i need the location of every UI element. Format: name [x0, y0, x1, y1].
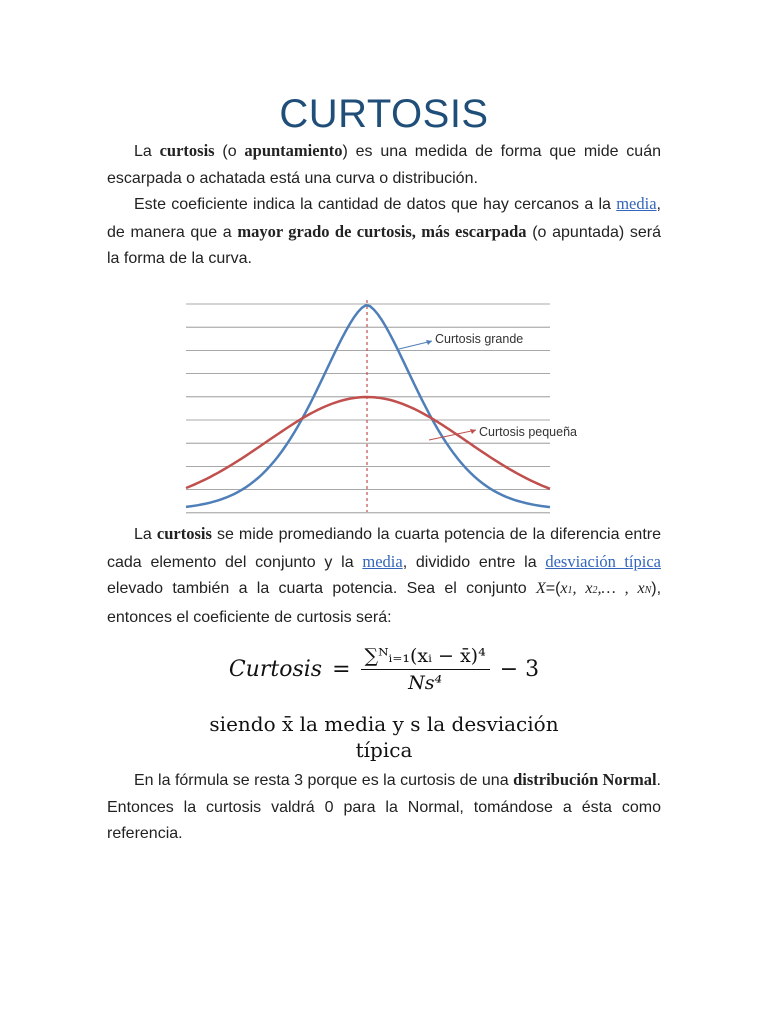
paragraph-reference	[107, 767, 661, 848]
paragraph-definition	[107, 138, 661, 192]
text: Este coeficiente indica la cantidad de datos que hay cercanos a la	[134, 196, 617, 213]
text: , dividido entre la	[402, 553, 546, 571]
link-media[interactable]: media	[616, 194, 657, 213]
text: , de manera que a	[107, 196, 661, 241]
text: , entonces el coeficiente de curtosis será:	[107, 580, 662, 626]
subscript: N	[644, 585, 652, 596]
term-apuntamiento: apuntamiento	[244, 141, 343, 160]
text: =(	[545, 580, 561, 597]
subscript: 1	[567, 585, 573, 596]
set-symbol: X	[535, 580, 546, 597]
link-desviacion-tipica[interactable]: desviación típica	[545, 551, 661, 571]
text: ) es una medida de forma que mide cuán escarpada o achatada está una curva o distribución.	[107, 143, 661, 187]
text: )	[651, 580, 657, 597]
text: La	[134, 526, 157, 543]
kurtosis-formula	[0, 645, 768, 694]
formula-fraction	[361, 645, 490, 694]
var: x	[560, 580, 568, 597]
text: . Entonces la curtosis valdrá 0 para la Normal, tomándose a ésta como referencia.	[107, 772, 661, 842]
formula-minus-three: − 3	[499, 657, 540, 682]
text: ,… ,	[597, 580, 638, 597]
bold-phrase: mayor grado de curtosis, más escarpada	[237, 221, 527, 241]
paragraph-coefficient	[107, 191, 661, 273]
text: La	[134, 143, 160, 160]
var: x	[585, 580, 593, 597]
kurtosis-comparison-figure	[186, 300, 577, 515]
label-curtosis-pequena: Curtosis pequeña	[479, 425, 577, 439]
subscript: 2	[592, 585, 598, 596]
label-curtosis-grande: Curtosis grande	[435, 332, 524, 346]
formula-denominator: Ns⁴	[408, 672, 443, 694]
term-curtosis: curtosis	[156, 524, 212, 543]
text: ,	[572, 580, 586, 597]
text: se mide promediando la cuarta potencia de la diferencia entre cada elemento del conjunto y la	[107, 526, 662, 571]
paragraph-measure	[107, 521, 661, 631]
term-curtosis: curtosis	[159, 141, 215, 160]
var: x	[637, 580, 645, 597]
term-distribucion-normal: distribución Normal	[513, 770, 657, 789]
text: elevado también a la cuarta potencia. Sea el conjunto	[107, 580, 536, 597]
link-media[interactable]: media	[362, 551, 403, 571]
formula-numerator: ∑ᴺᵢ₌₁(xᵢ − x̄)⁴	[361, 645, 490, 670]
page-title: CURTOSIS	[279, 92, 489, 136]
formula-note-line2: típica	[355, 738, 413, 762]
text: (o apuntada) será la forma de la curva.	[107, 223, 662, 267]
text: En la fórmula se resta 3 porque es la curtosis de una	[134, 772, 514, 789]
formula-equals: =	[332, 657, 351, 682]
formula-lhs: Curtosis	[228, 657, 323, 682]
formula-note-line1: siendo x̄ la media y s la desviación	[209, 712, 559, 736]
text: (o	[214, 143, 245, 160]
